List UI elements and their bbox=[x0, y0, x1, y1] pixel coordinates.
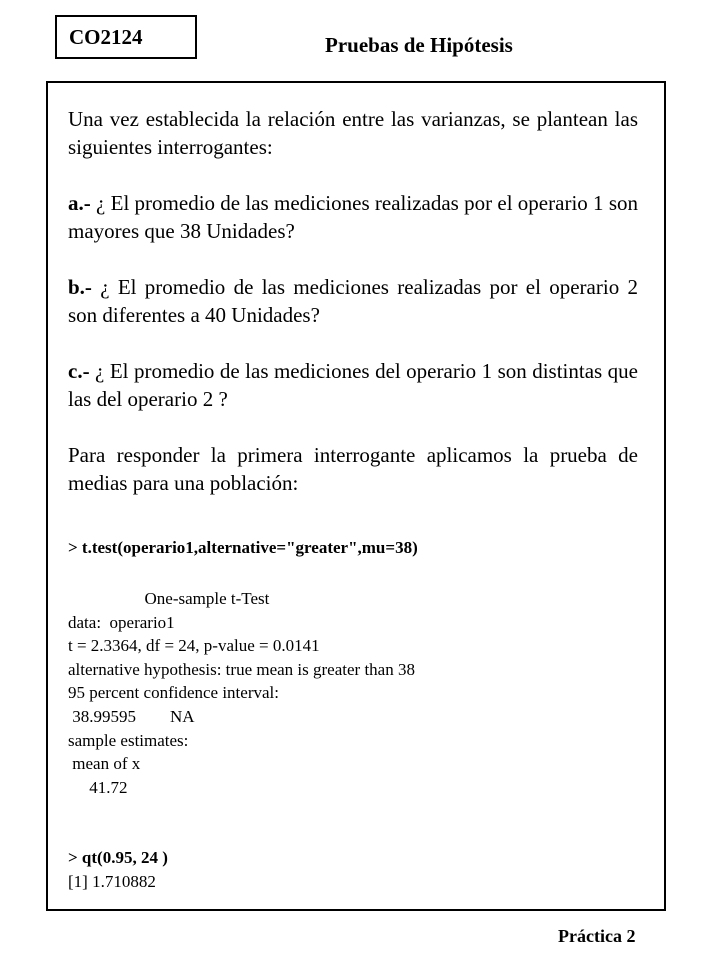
question-c bbox=[68, 357, 638, 413]
question-c-label: c.- bbox=[68, 359, 90, 383]
question-a bbox=[68, 189, 638, 245]
output-line: One-sample t-Test bbox=[68, 589, 270, 608]
question-b-text: ¿ El promedio de las mediciones realizadas por el operario 2 son diferentes a 40 Unidades? bbox=[68, 275, 638, 327]
content-box bbox=[46, 81, 666, 911]
ttest-output bbox=[68, 587, 638, 799]
explanation-paragraph: Para responder la primera interrogante aplicamos la prueba de medias para una población: bbox=[68, 443, 638, 495]
output-line: 41.72 bbox=[68, 777, 128, 797]
intro-paragraph: Una vez establecida la relación entre las varianzas, se plantean las siguientes interrogantes: bbox=[68, 107, 638, 159]
output-line: data: operario1 bbox=[68, 612, 175, 632]
r-command-ttest: > t.test(operario1,alternative="greater",mu=38) bbox=[68, 538, 418, 557]
course-code: CO2124 bbox=[55, 15, 197, 59]
output-line: sample estimates: bbox=[68, 730, 189, 750]
r-command-qt: > qt(0.95, 24 ) bbox=[68, 848, 168, 867]
output-line: t = 2.3364, df = 24, p-value = 0.0141 bbox=[68, 636, 320, 656]
output-line: alternative hypothesis: true mean is greater than 38 bbox=[68, 659, 415, 679]
question-a-text: ¿ El promedio de las mediciones realizadas por el operario 1 son mayores que 38 Unidades? bbox=[68, 191, 638, 243]
practice-label: Práctica 2 bbox=[558, 926, 636, 946]
output-line: 95 percent confidence interval: bbox=[68, 683, 279, 703]
question-b-label: b.- bbox=[68, 275, 92, 299]
output-line: 38.99595 NA bbox=[68, 706, 195, 726]
qt-result: [1] 1.710882 bbox=[68, 872, 156, 891]
question-a-label: a.- bbox=[68, 191, 91, 215]
output-line: mean of x bbox=[68, 754, 141, 774]
question-c-text: ¿ El promedio de las mediciones del operario 1 son distintas que las del operario 2 ? bbox=[68, 359, 638, 411]
page-title: Pruebas de Hipótesis bbox=[325, 33, 513, 57]
question-b bbox=[68, 273, 638, 329]
